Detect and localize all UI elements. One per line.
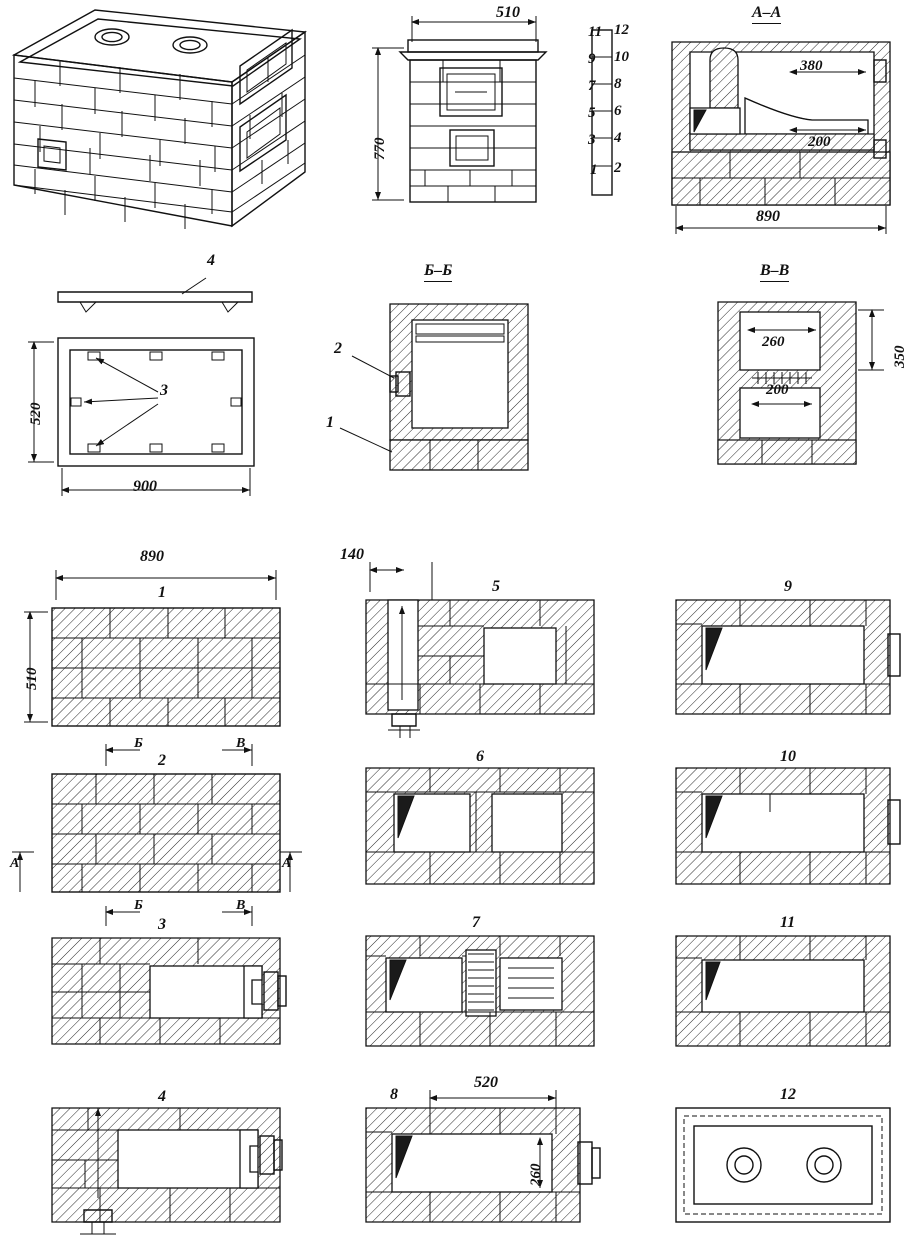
section-b-b	[340, 304, 528, 470]
scale-right-8: 8	[614, 76, 622, 92]
dim-front-height: 770	[372, 137, 388, 160]
course-label-8: 8	[390, 1086, 398, 1103]
dim-aa-890: 890	[756, 208, 780, 225]
mark-b-bottom: Б	[134, 898, 143, 913]
course-1	[24, 570, 280, 726]
scale-right-6: 6	[614, 103, 622, 119]
scale-left-5: 5	[588, 105, 596, 121]
course-2	[12, 744, 302, 926]
scale-right-2: 2	[614, 160, 622, 176]
course-label-11: 11	[780, 914, 796, 931]
dim-plan-520: 520	[28, 402, 44, 425]
course-5	[366, 562, 594, 738]
dim-plan-900: 900	[133, 478, 157, 495]
section-label-v-v: В–В	[760, 262, 789, 282]
plan-cover-and-anchors	[28, 278, 254, 496]
scale-left-9: 9	[588, 51, 596, 67]
dim-vv-350: 350	[892, 345, 908, 368]
dim-course1-510: 510	[24, 667, 40, 690]
dim-opening-200: 200	[808, 134, 831, 150]
course-7	[366, 936, 594, 1046]
callout-anchors-3: 3	[160, 382, 168, 399]
course-label-1: 1	[158, 584, 166, 601]
scale-right-4: 4	[614, 130, 622, 146]
scale-left-7: 7	[588, 78, 596, 94]
dim-course8-260: 260	[528, 1163, 544, 1186]
course-6	[366, 768, 594, 884]
mark-b-top: Б	[134, 736, 143, 751]
course-8	[366, 1090, 600, 1222]
scale-left-3: 3	[588, 132, 596, 148]
dim-vv-260: 260	[762, 334, 785, 350]
callout-bb-door-2: 2	[334, 340, 342, 357]
course-label-12: 12	[780, 1086, 796, 1103]
callout-cover-4: 4	[207, 252, 215, 269]
course-9	[676, 600, 900, 714]
course-label-7: 7	[472, 914, 480, 931]
dim-course5-140: 140	[340, 546, 364, 563]
dim-course8-520: 520	[474, 1074, 498, 1091]
course-label-10: 10	[780, 748, 796, 765]
mark-v-top: В	[236, 736, 246, 751]
course-label-4: 4	[158, 1088, 166, 1105]
course-11	[676, 936, 890, 1046]
scale-left-1: 1	[590, 162, 598, 178]
isometric-stove-view	[14, 10, 305, 229]
scale-left-11: 11	[588, 24, 603, 40]
course-12	[676, 1108, 890, 1222]
mark-a-right: А	[282, 856, 292, 871]
course-label-3: 3	[158, 916, 166, 933]
course-4	[52, 1108, 282, 1234]
course-label-9: 9	[784, 578, 792, 595]
dim-arch-380: 380	[800, 58, 823, 74]
dim-vv-200: 200	[766, 382, 789, 398]
course-10	[676, 768, 900, 884]
mark-a-left: А	[10, 856, 20, 871]
dim-course1-890: 890	[140, 548, 164, 565]
course-label-2: 2	[158, 752, 166, 769]
section-label-b-b: Б–Б	[424, 262, 452, 282]
section-label-a-a: А–А	[752, 4, 781, 24]
mark-v-bottom: В	[236, 898, 246, 913]
scale-right-10: 10	[614, 49, 629, 65]
front-elevation-view	[372, 16, 546, 202]
scale-right-12: 12	[614, 22, 629, 38]
callout-bb-base-1: 1	[326, 414, 334, 431]
course-label-6: 6	[476, 748, 484, 765]
dim-front-width: 510	[496, 4, 520, 21]
course-label-5: 5	[492, 578, 500, 595]
course-3	[52, 938, 286, 1044]
section-v-v	[718, 302, 884, 464]
section-a-a	[672, 42, 890, 234]
